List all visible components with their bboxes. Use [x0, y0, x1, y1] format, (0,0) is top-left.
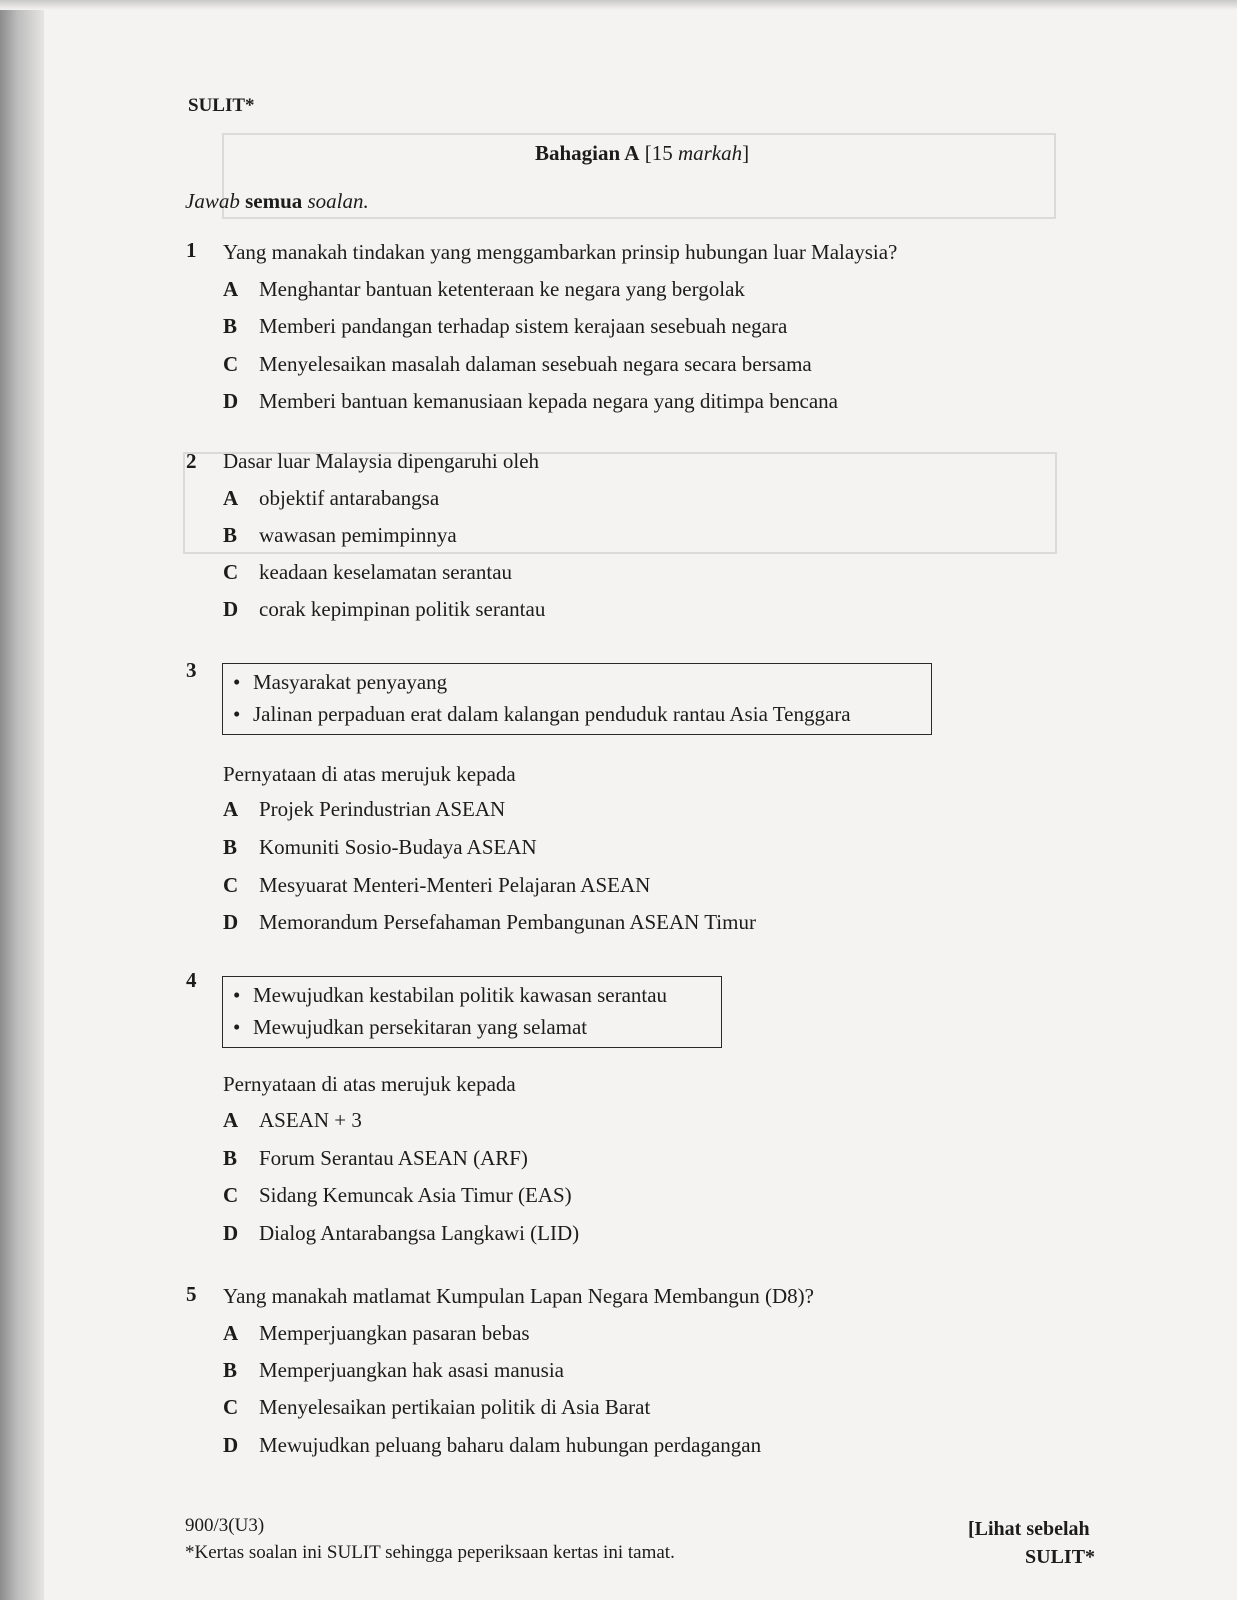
question-text: Pernyataan di atas merujuk kepada [223, 762, 516, 786]
page-top-shadow [0, 0, 1237, 10]
instruction-word-1: Jawab [185, 189, 240, 213]
option-text: corak kepimpinan politik serantau [259, 597, 546, 621]
option-text: Forum Serantau ASEAN (ARF) [259, 1146, 528, 1170]
option-letter: D [223, 1221, 239, 1245]
option-b [223, 1146, 528, 1171]
footer-sulit: SULIT* [1025, 1546, 1096, 1568]
option-letter: B [223, 1358, 238, 1382]
option-text: Memperjuangkan pasaran bebas [259, 1321, 530, 1345]
confidential-note: *Kertas soalan ini SULIT sehingga peperiksaan kertas ini tamat. [185, 1542, 675, 1563]
option-c [223, 1183, 572, 1208]
bullet-icon: • [233, 983, 241, 1007]
stimulus-text: Masyarakat penyayang [253, 670, 448, 694]
option-letter: B [223, 1146, 238, 1170]
stimulus-box [222, 976, 722, 1048]
option-letter: D [223, 389, 239, 413]
stimulus-item [233, 698, 919, 730]
option-letter: D [223, 910, 239, 934]
option-b [223, 835, 537, 860]
option-letter: C [223, 352, 239, 376]
option-text: Memberi bantuan kemanusiaan kepada negara yang ditimpa bencana [259, 389, 839, 413]
option-text: Sidang Kemuncak Asia Timur (EAS) [259, 1183, 572, 1207]
section-title-marks-word: markah [677, 141, 743, 165]
stimulus-box [222, 663, 932, 735]
option-c [223, 560, 512, 585]
header-sulit: SULIT* [188, 95, 255, 116]
option-text: Menghantar bantuan ketenteraan ke negara yang bergolak [259, 277, 745, 301]
section-title [535, 141, 749, 166]
option-letter: D [223, 597, 239, 621]
option-text: Memberi pandangan terhadap sistem kerajaan sesebuah negara [259, 314, 788, 338]
option-letter: B [223, 314, 238, 338]
option-letter: A [223, 1108, 239, 1132]
stimulus-text: Mewujudkan persekitaran yang selamat [253, 1015, 588, 1039]
option-text: keadaan keselamatan serantau [259, 560, 513, 584]
question-number: 1 [186, 238, 197, 262]
option-text: Mesyuarat Menteri-Menteri Pelajaran ASEAN [259, 873, 651, 897]
option-text: objektif antarabangsa [259, 486, 440, 510]
question-text: Dasar luar Malaysia dipengaruhi oleh [223, 449, 540, 473]
paper-code: 900/3(U3) [185, 1515, 265, 1536]
option-d [223, 597, 545, 622]
option-text: wawasan pemimpinnya [259, 523, 457, 547]
option-b [223, 314, 787, 339]
option-d [223, 910, 756, 935]
option-b [223, 1358, 564, 1383]
instruction-word-2: semua [245, 189, 303, 213]
option-letter: C [223, 873, 239, 897]
turn-page-note: [Lihat sebelah [968, 1518, 1090, 1540]
section-title-close: ] [742, 141, 750, 165]
stimulus-item [233, 1011, 709, 1043]
option-letter: B [223, 523, 238, 547]
option-letter: A [223, 1321, 239, 1345]
option-text: ASEAN + 3 [259, 1108, 362, 1132]
question-number: 4 [186, 968, 197, 992]
option-d [223, 1433, 761, 1458]
option-d [223, 1221, 579, 1246]
page-edge-shadow [0, 0, 44, 1600]
option-a [223, 277, 745, 302]
question-text: Pernyataan di atas merujuk kepada [223, 1072, 516, 1096]
section-title-bold: Bahagian A [535, 141, 640, 165]
stimulus-text: Mewujudkan kestabilan politik kawasan serantau [253, 983, 668, 1007]
option-text: Memperjuangkan hak asasi manusia [259, 1358, 564, 1382]
option-d [223, 389, 838, 414]
stimulus-item [233, 979, 709, 1011]
instruction [185, 189, 369, 214]
bullet-icon: • [233, 702, 241, 726]
option-letter: C [223, 560, 239, 584]
option-c [223, 1395, 650, 1420]
instruction-word-3: soalan. [307, 189, 369, 213]
option-text: Komuniti Sosio-Budaya ASEAN [259, 835, 537, 859]
option-c [223, 352, 812, 377]
option-letter: D [223, 1433, 239, 1457]
option-text: Menyelesaikan masalah dalaman sesebuah negara secara bersama [259, 352, 812, 376]
question-number: 3 [186, 658, 197, 682]
option-letter: C [223, 1395, 239, 1419]
option-b [223, 523, 457, 548]
question-text: Yang manakah matlamat Kumpulan Lapan Negara Membangun (D8)? [223, 1284, 814, 1308]
option-letter: A [223, 797, 239, 821]
option-c [223, 873, 650, 898]
option-text: Mewujudkan peluang baharu dalam hubungan perdagangan [259, 1433, 762, 1457]
question-number: 2 [186, 449, 197, 473]
section-title-marks: [15 [644, 141, 678, 165]
bullet-icon: • [233, 1015, 241, 1039]
bullet-icon: • [233, 670, 241, 694]
option-a [223, 797, 505, 822]
option-letter: B [223, 835, 238, 859]
option-letter: A [223, 486, 239, 510]
option-a [223, 1108, 362, 1133]
option-a [223, 486, 439, 511]
option-letter: C [223, 1183, 239, 1207]
option-a [223, 1321, 530, 1346]
question-text: Yang manakah tindakan yang menggambarkan prinsip hubungan luar Malaysia? [223, 240, 898, 264]
option-letter: A [223, 277, 239, 301]
question-number: 5 [186, 1282, 197, 1306]
stimulus-item [233, 666, 919, 698]
option-text: Projek Perindustrian ASEAN [259, 797, 506, 821]
option-text: Dialog Antarabangsa Langkawi (LID) [259, 1221, 580, 1245]
stimulus-text: Jalinan perpaduan erat dalam kalangan penduduk rantau Asia Tenggara [253, 702, 851, 726]
option-text: Memorandum Persefahaman Pembangunan ASEAN Timur [259, 910, 756, 934]
option-text: Menyelesaikan pertikaian politik di Asia Barat [259, 1395, 651, 1419]
